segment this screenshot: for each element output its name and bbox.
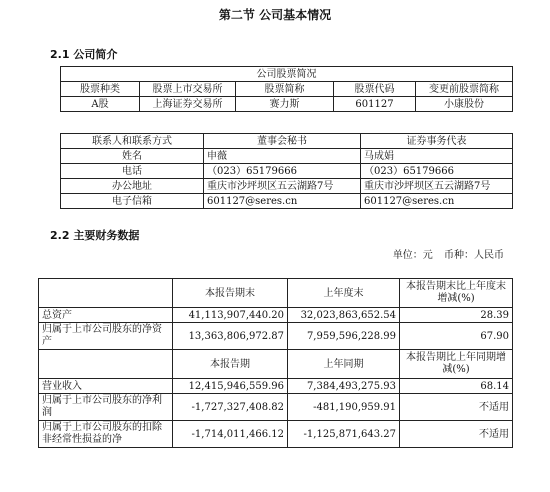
unit-label: 单位：元 [392, 250, 433, 261]
currency-label: 币种：人民币 [444, 250, 504, 261]
table-row [39, 323, 513, 350]
value-cell: 12,415,946,559.96 [173, 379, 288, 394]
value-cell: 7,959,596,228.99 [288, 323, 400, 350]
representative-cell: （023）65179666 [361, 164, 513, 179]
header-cell: 本报告期末比上年度末增减(%) [400, 279, 513, 308]
secretary-email-cell: 601127@seres.cn [204, 194, 361, 209]
stock-type-cell: A股 [61, 97, 140, 112]
financial-table-header-row [39, 279, 513, 308]
stock-code-cell: 601127 [334, 97, 416, 112]
secretary-cell: 申薇 [204, 149, 361, 164]
row-label: 总资产 [39, 308, 173, 323]
value-cell: -1,714,011,466.12 [173, 421, 288, 448]
header-cell: 上年同期 [288, 350, 400, 379]
stock-short-name-cell: 赛力斯 [236, 97, 334, 112]
header-cell: 联系人和联系方式 [61, 134, 204, 149]
table-row [61, 179, 513, 194]
secretary-cell: （023）65179666 [204, 164, 361, 179]
change-cell: 67.90 [400, 323, 513, 350]
table-row [39, 308, 513, 323]
row-label: 电话 [61, 164, 204, 179]
header-cell: 股票种类 [61, 82, 140, 97]
header-cell: 股票简称 [236, 82, 334, 97]
value-cell: -1,125,871,643.27 [288, 421, 400, 448]
row-label: 归属于上市公司股东的净资产 [39, 323, 173, 350]
value-cell: 32,023,863,652.54 [288, 308, 400, 323]
header-cell: 股票代码 [334, 82, 416, 97]
value-cell: -1,727,327,408.82 [173, 394, 288, 421]
header-cell [39, 350, 173, 379]
table-row [39, 379, 513, 394]
exchange-cell: 上海证券交易所 [140, 97, 236, 112]
change-cell: 28.39 [400, 308, 513, 323]
change-cell: 不适用 [400, 421, 513, 448]
row-label: 营业收入 [39, 379, 173, 394]
value-cell: 41,113,907,440.20 [173, 308, 288, 323]
change-cell: 不适用 [400, 394, 513, 421]
stock-table-header-row [61, 82, 513, 97]
heading-financial-data: 2.2 主要财务数据 [50, 229, 140, 242]
header-cell: 变更前股票简称 [416, 82, 513, 97]
header-cell: 本报告期比上年同期增减(%) [400, 350, 513, 379]
financial-data-table [38, 278, 513, 448]
unit-currency-note [385, 246, 504, 261]
header-cell [39, 279, 173, 308]
row-label: 办公地址 [61, 179, 204, 194]
table-row [61, 149, 513, 164]
table-row [61, 97, 513, 112]
secretary-cell: 重庆市沙坪坝区五云湖路7号 [204, 179, 361, 194]
representative-cell: 马成娟 [361, 149, 513, 164]
table-row [61, 194, 513, 209]
header-cell: 本报告期 [173, 350, 288, 379]
header-cell: 上年度末 [288, 279, 400, 308]
header-cell: 股票上市交易所 [140, 82, 236, 97]
contact-table-header-row [61, 134, 513, 149]
representative-cell: 重庆市沙坪坝区五云湖路7号 [361, 179, 513, 194]
table-row [39, 421, 513, 448]
row-label: 电子信箱 [61, 194, 204, 209]
row-label: 姓名 [61, 149, 204, 164]
value-cell: 7,384,493,275.93 [288, 379, 400, 394]
value-cell: -481,190,959.91 [288, 394, 400, 421]
table-row [39, 394, 513, 421]
row-label: 归属于上市公司股东的扣除非经常性损益的净 [39, 421, 173, 448]
stock-table-caption: 公司股票简况 [61, 67, 513, 82]
financial-table-header-row [39, 350, 513, 379]
header-cell: 证券事务代表 [361, 134, 513, 149]
representative-email-cell: 601127@seres.cn [361, 194, 513, 209]
heading-company-profile: 2.1 公司简介 [50, 48, 118, 61]
change-cell: 68.14 [400, 379, 513, 394]
contact-info-table [60, 133, 513, 209]
header-cell: 本报告期末 [173, 279, 288, 308]
table-row [61, 164, 513, 179]
row-label: 归属于上市公司股东的净利润 [39, 394, 173, 421]
header-cell: 董事会秘书 [204, 134, 361, 149]
section-title: 第二节 公司基本情况 [218, 8, 332, 22]
former-short-name-cell: 小康股份 [416, 97, 513, 112]
stock-info-table [60, 66, 513, 112]
value-cell: 13,363,806,972.87 [173, 323, 288, 350]
